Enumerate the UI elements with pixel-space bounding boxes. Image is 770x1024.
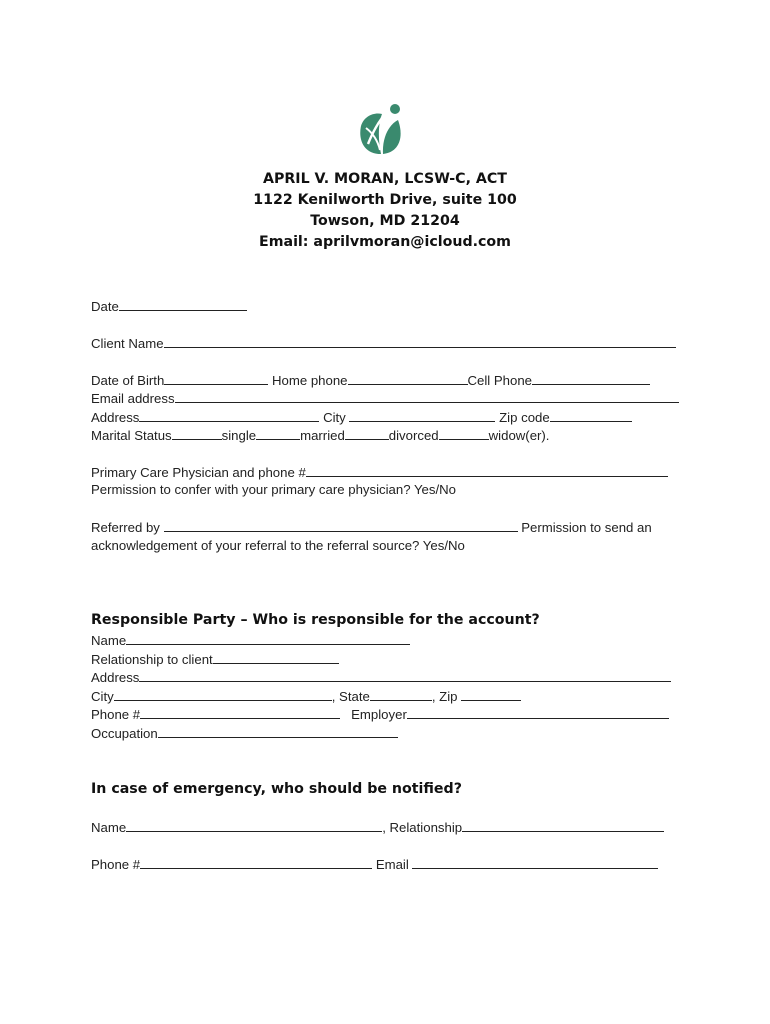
rp-address-field[interactable] [139,669,671,682]
rp-employer-label: Employer [351,707,407,722]
email-address-label: Email address [91,391,175,406]
date-row [91,298,247,315]
emergency-email-field[interactable] [412,856,658,869]
referral-permission-continued: acknowledgement of your referral to the referral source? Yes/No [91,538,465,553]
rp-address-row [91,669,671,686]
responsible-party-heading: Responsible Party – Who is responsible for the account? [91,612,540,628]
widow-label: widow(er). [488,428,550,443]
address-row [91,409,632,426]
referred-by-label: Referred by [91,520,160,535]
city-label: City [323,410,346,425]
divorced-field[interactable] [345,427,389,440]
zip-field[interactable] [550,409,632,422]
practice-email: Email: aprilvmoran@icloud.com [259,234,511,250]
married-field[interactable] [256,427,300,440]
home-phone-field[interactable] [348,372,468,385]
divorced-label: divorced [388,428,439,443]
marital-status-row [91,427,549,444]
rp-zip-label: , Zip [431,689,458,704]
emergency-name-field[interactable] [126,819,382,832]
emergency-name-label: Name [91,820,127,835]
practice-address-line2: Towson, MD 21204 [310,213,460,229]
rp-relationship-label: Relationship to client [91,652,213,667]
date-field[interactable] [119,298,247,311]
emergency-phone-label: Phone # [91,857,141,872]
single-label: single [221,428,257,443]
referred-by-field[interactable] [164,519,518,532]
cell-phone-field[interactable] [532,372,650,385]
rp-state-field[interactable] [370,688,432,701]
practice-address-line1: 1122 Kenilworth Drive, suite 100 [253,192,517,208]
zip-label: Zip code [499,410,550,425]
emergency-phone-row [91,856,658,873]
rp-state-label: , State [331,689,370,704]
emergency-heading: In case of emergency, who should be notified? [91,781,462,797]
cell-phone-label: Cell Phone [467,373,533,388]
rp-employer-field[interactable] [407,706,669,719]
leaf-person-logo-icon [356,102,406,156]
referral-permission-text: Permission to send an [521,520,652,535]
rp-name-field[interactable] [126,632,410,645]
address-field[interactable] [139,409,319,422]
rp-phone-row [91,706,669,723]
address-label: Address [91,410,140,425]
practitioner-name: APRIL V. MORAN, LCSW-C, ACT [263,171,507,187]
rp-phone-field[interactable] [140,706,340,719]
pcp-label: Primary Care Physician and phone # [91,465,306,480]
dob-phone-row [91,372,650,389]
client-name-label: Client Name [91,336,164,351]
dob-field[interactable] [164,372,268,385]
referred-by-row [91,519,652,536]
emergency-email-label: Email [375,857,409,872]
email-row [91,390,679,407]
rp-phone-label: Phone # [91,707,141,722]
dob-label: Date of Birth [91,373,165,388]
pcp-permission: Permission to confer with your primary care physician? Yes/No [91,482,457,497]
rp-occupation-label: Occupation [91,726,158,741]
rp-city-label: City [91,689,114,704]
emergency-name-row [91,819,664,836]
single-field[interactable] [172,427,222,440]
client-name-field[interactable] [164,335,676,348]
widow-field[interactable] [439,427,489,440]
rp-occupation-field[interactable] [158,725,398,738]
home-phone-label: Home phone [271,373,348,388]
emergency-phone-field[interactable] [140,856,372,869]
date-label: Date [91,299,119,314]
pcp-row [91,464,668,481]
pcp-field[interactable] [306,464,668,477]
rp-name-row [91,632,410,649]
rp-name-label: Name [91,633,127,648]
married-label: married [300,428,345,443]
rp-city-field[interactable] [114,688,332,701]
rp-relationship-field[interactable] [213,651,339,664]
rp-address-label: Address [91,670,140,685]
rp-occupation-row [91,725,398,742]
email-address-field[interactable] [175,390,679,403]
client-name-row [91,335,676,352]
emergency-relationship-field[interactable] [462,819,664,832]
marital-status-label: Marital Status [91,428,172,443]
city-field[interactable] [349,409,495,422]
emergency-relationship-label: , Relationship [382,820,463,835]
rp-relationship-row [91,651,339,668]
rp-city-row [91,688,521,705]
rp-zip-field[interactable] [461,688,521,701]
